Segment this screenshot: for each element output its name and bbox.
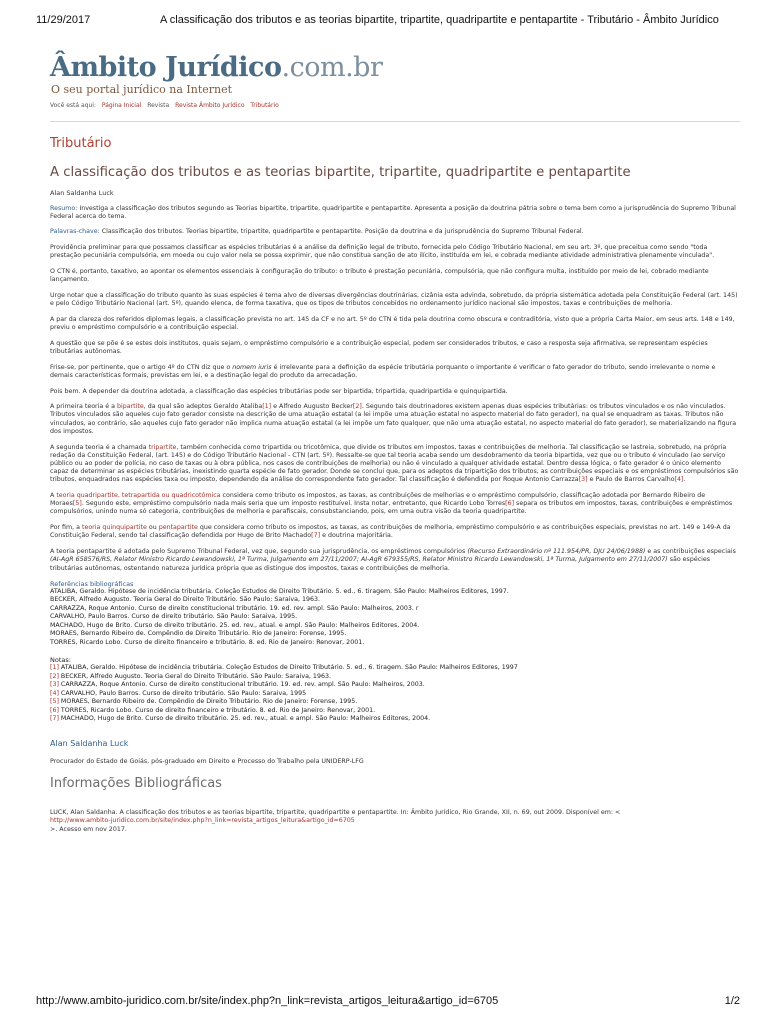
citation-text: LUCK, Alan Saldanha. A classificação dos tributos e as teorias bipartite, tripartite, quadripartite e pentapartite. In: Âmbito Jurídico, Rio Grande, XII, n. 69, out 2009. Disponível em: < xyxy=(50,808,621,816)
reference-item: ATALIBA, Geraldo. Hipótese de incidência tributária. Coleção Estudos de Direito Tributário. 5. ed., 6. tiragem. São Paulo: Malheiros Editores, 1997. xyxy=(50,587,509,595)
brand-name: Âmbito Jurídico xyxy=(50,52,282,83)
print-url: http://www.ambito-juridico.com.br/site/index.php?n_link=revista_artigos_leitura&artigo_id=6705 xyxy=(36,995,499,1007)
text: A primeira teoria é a xyxy=(50,403,117,411)
citation-access: >. Acesso em nov 2017. xyxy=(50,825,127,833)
author-box-name[interactable]: Alan Saldanha Luck xyxy=(50,738,129,748)
note-number[interactable]: [3] xyxy=(50,681,59,689)
note-number[interactable]: [5] xyxy=(50,698,59,706)
paragraph-stf xyxy=(50,548,740,573)
site-tagline: O seu portal jurídico na Internet xyxy=(51,83,233,96)
reference-item: BECKER, Alfredo Augusto. Teoria Geral do Direito Tributário. São Paulo: Saraiva, 1963. xyxy=(50,596,321,604)
note-text: MORAES, Bernardo Ribeiro de. Compêndio de Direito Tributário. Rio de Janeiro: Forense, 1995. xyxy=(58,698,358,706)
keywords xyxy=(50,228,740,236)
paragraph: Pois bem. A depender da doutrina adotada, a classificação das espécies tributárias pode ser bipartida, tripartida, quadripartida e quinquipartida. xyxy=(50,387,508,395)
text: é irrelevante para a definição da espécie tributária porquanto o importante é verificar o fato gerador do tributo, sendo irrelevante o nome e demais características formais, previstas em lei, e a destinação legal do produto da arrecadação. xyxy=(50,363,716,379)
text: . Segundo este, empréstimo compulsório nada mais seria que um imposto restituível. Insta notar, entretanto, que Ricardo Lobo Torres xyxy=(81,500,506,508)
footnote-link[interactable]: [6] xyxy=(505,500,515,508)
note-text: TORRES, Ricardo Lobo. Curso de direito financeiro e tributário. 8. ed. Rio de Janeiro: Renovar, 2001. xyxy=(58,706,376,714)
note-item xyxy=(50,681,740,690)
note-item xyxy=(50,698,740,707)
note-item xyxy=(50,690,740,699)
note-item xyxy=(50,715,740,724)
paragraph: A questão que se põe é se estes dois institutos, quais sejam, o empréstimo compulsório e a contribuição especial, podem ser considerados tributos, e caso a resposta seja afirmativa, se representam espécies tributárias autônomas. xyxy=(50,339,708,355)
paragraph xyxy=(50,364,740,380)
section-title: Tributário xyxy=(50,136,112,151)
text: A xyxy=(50,492,57,500)
citation-url[interactable]: http://www.ambito-juridico.com.br/site/index.php?n_link=revista_artigos_leitura&artigo_id=6705 xyxy=(50,817,355,825)
term-link[interactable]: bipartite xyxy=(116,403,144,411)
text: que considera como tributo os impostos, as taxas, as contribuições de melhoria, empréstimo compulsório e as contribuições especiais, previstas no art. 149 e 149-A da Constituição Federal, sendo tal classificação defendida por Hugo de Brito Machado xyxy=(50,524,731,540)
site-logo[interactable] xyxy=(50,52,740,100)
reference-item: MACHADO, Hugo de Brito. Curso de direito tributário. 25. ed. rev., atual. e ampl. São Paulo: Malheiros Editores, 2004. xyxy=(50,621,420,629)
paragraph-bipartite xyxy=(50,403,740,436)
note-item xyxy=(50,673,740,682)
paragraph: Providência preliminar para que possamos classificar as espécies tributárias é a análise da definição legal de tributo, fornecida pelo Código Tributário Nacional, em seu art. 3º, que preceitua como sendo "toda prestação pecuniária compulsória, em moeda ou cujo valor nela se possa exprimir, que não constitua sanção de ato ilícito, instituída em lei, e cobrada mediante atividade administrativa plenamente vinculada". xyxy=(50,244,715,260)
paragraph-pentapartite xyxy=(50,524,740,540)
footnote-link[interactable]: [3] xyxy=(578,476,588,484)
references-heading: Referências bibliográficas xyxy=(50,579,134,588)
breadcrumb-prefix: Você está aqui: xyxy=(50,102,96,109)
note-text: CARRAZZA, Roque Antonio. Curso de direito constitucional tributário. 19. ed. rev. ampl. São Paulo: Malheiros, 2003. xyxy=(58,681,425,689)
note-item xyxy=(50,664,740,673)
term-link[interactable]: teoria quadripartite, tetrapartida ou quadricotômica xyxy=(56,492,221,500)
note-text: BECKER, Alfredo Augusto. Teoria Geral do Direito Tributário. São Paulo: Saraiva, 1963. xyxy=(58,672,331,680)
text: são espécies tributárias autônomas, ostentando natureza jurídica própria que as distingue dos impostos, taxas e contribuições de melhoria. xyxy=(50,556,711,572)
paragraph-tripartite xyxy=(50,444,740,485)
reference-item: MORAES, Bernardo Ribeiro de. Compêndio de Direito Tributário. Rio de Janeiro: Forense, 1995. xyxy=(50,630,347,638)
note-text: MACHADO, Hugo de Brito. Curso de direito tributário. 25. ed. rev., atual. e ampl. São Paulo: Malheiros Editores, 2004. xyxy=(58,715,431,723)
notes-list xyxy=(50,664,740,724)
breadcrumb-tributario[interactable]: Tributário xyxy=(250,102,279,109)
bibliographic-info-heading: Informações Bibliográficas xyxy=(50,775,222,791)
text: Frise-se, por pertinente, que o artigo 4º do CTN diz que o xyxy=(50,363,233,371)
breadcrumb-revista-ambito[interactable]: Revista Âmbito Jurídico xyxy=(175,102,245,109)
abstract-label: Resumo: xyxy=(50,204,78,212)
text: separa os tributos em impostos, taxas, contribuições e empréstimos compulsórios, unindo numa só categoria, contribuições de melhoria e parafiscais, consubstanciando, pois, em uma outra visão da teoria quadripartite. xyxy=(50,500,733,516)
text: . xyxy=(683,476,686,484)
italic-text: nomem iuris xyxy=(232,363,272,371)
breadcrumb-home[interactable]: Página Inicial xyxy=(101,102,142,109)
print-date: 11/29/2017 xyxy=(36,14,91,26)
keywords-text: Classificação dos tributos. Teorias bipartite, tripartite, quadripartite e pentapartite. Posição da doutrina e da jurisprudência do Supremo Tribunal Federal. xyxy=(99,228,584,236)
term-link[interactable]: tripartite xyxy=(148,443,177,451)
paragraph: A par da clareza dos referidos diplomas legais, a classificação prevista no art. 145 da CF e no art. 5º do CTN é tida pela doutrina como obscura e contraditória, visto que a própria Carta Maior, em seus arts. 148 e 149, previu o empréstimo compulsório e a contribuição especial. xyxy=(50,315,735,332)
text: Por fim, a xyxy=(50,524,82,532)
note-text: ATALIBA, Geraldo. Hipótese de incidência tributária. Coleção Estudos de Direito Tributário. 5. ed., 6. tiragem. São Paulo: Malheiros Editores, 1997 xyxy=(58,664,518,672)
text: ou xyxy=(146,524,159,532)
text: e Paulo de Barros Carvalho xyxy=(587,476,675,484)
references-list xyxy=(50,588,740,648)
breadcrumb xyxy=(50,102,740,109)
page-number: 1/2 xyxy=(724,995,740,1007)
note-number[interactable]: [4] xyxy=(50,689,59,697)
text: A segunda teoria é a chamada xyxy=(50,443,149,451)
abstract-text: Investiga a classificação dos tributos segundo as Teorias bipartite, tripartite, quadripartite e pentapartite. Apresenta a posição da doutrina pátria sobre o tema bem como a jurisprudência do Supremo Tribunal Federal acerca do tema. xyxy=(50,204,736,220)
reference-item: TORRES, Ricardo Lobo. Curso de direito financeiro e tributário. 8. ed. Rio de Janeiro: Renovar, 2001. xyxy=(50,638,365,646)
article-author: Alan Saldanha Luck xyxy=(50,189,114,197)
notes-heading: Notas: xyxy=(50,656,71,665)
footnote-link[interactable]: [4] xyxy=(674,476,684,484)
italic-text: (Recurso Extraordinário nº 111.954/PR, DJU 24/06/1988) xyxy=(467,548,646,556)
breadcrumb-revista[interactable]: Revista xyxy=(147,102,170,109)
footnote-link[interactable]: [7] xyxy=(311,532,321,540)
note-item xyxy=(50,707,740,716)
paragraph-quadripartite xyxy=(50,492,740,517)
note-number[interactable]: [7] xyxy=(50,715,59,723)
text: , da qual são adeptos Geraldo Ataliba xyxy=(143,403,263,411)
print-page-title: A classificação dos tributos e as teorias bipartite, tripartite, quadripartite e pentapartite - Tributário - Âmbito Jurídico xyxy=(160,14,719,26)
brand-domain: .com.br xyxy=(281,52,383,83)
site-brand xyxy=(50,52,382,83)
paragraph: O CTN é, portanto, taxativo, ao apontar os elementos essenciais à configuração do tributo: o tributo é prestação pecuniária, compulsória, que não configura multa, instituído por meio de lei, cobrado mediante lançamento. xyxy=(50,268,709,284)
text: . Segundo tais doutrinadores existem apenas duas espécies tributárias: os tributos vinculados e os não vinculados. Tributos vinculados são aqueles cujo fato gerador consiste na descrição de uma atuação estatal (a lei impõe uma atuação estatal no aspecto material do fato gerador), na qual se enquadram as taxas. Tributos não vinculados, ao contrário, são aqueles cujo fato gerador não implica numa atuação estatal (a lei impõe um fato qualquer, que não uma atuação estatal, no aspecto material do fato gerador), se materializando na figura dos impostos. xyxy=(50,403,737,435)
note-number[interactable]: [2] xyxy=(50,672,59,680)
paragraph: Urge notar que a classificação do tributo quanto às suas espécies é tema alvo de diversas divergências doutrinárias, cizânia esta advinda, sobretudo, da própria sistemática adotada pela Constituição Federal (art. 145) e pelo Código Tributário Nacional (art. 5º), quando elenca, de forma taxativa, que os tipos de tributos concebidos no ordenamento jurídico nacional são impostos, taxas e contribuições de melhoria. xyxy=(50,291,738,308)
term-link[interactable]: teoria quinquipartite xyxy=(81,524,147,532)
author-bio: Procurador do Estado de Goiás, pós-graduado em Direito e Processo do Trabalho pela UNIDERP-LFG xyxy=(50,757,364,765)
text: e doutrina majoritária. xyxy=(320,532,393,540)
note-text: CARVALHO, Paulo Barros. Curso de direito tributário. São Paulo: Saraiva, 1995 xyxy=(58,689,307,697)
abstract xyxy=(50,205,740,221)
term-link[interactable]: pentapartite xyxy=(158,524,198,532)
article-page xyxy=(50,52,740,834)
note-number[interactable]: [1] xyxy=(50,664,59,672)
footnote-link[interactable]: [2] xyxy=(352,403,362,411)
divider xyxy=(50,121,740,122)
text: A teoria pentapartite é adotada pelo Supremo Tribunal Federal, vez que, segundo sua jurisprudência, os empréstimos compulsórios xyxy=(50,548,468,556)
reference-item: CARVALHO, Paulo Barros. Curso de direito tributário. São Paulo: Saraiva, 1995. xyxy=(50,613,298,621)
note-number[interactable]: [6] xyxy=(50,706,59,714)
italic-text: (AI-AgR 658576/RS, Relator Ministro Ricardo Lewandowski, 1ª Turma, Julgamento em 27/11/2007; AI-AgR 679355/RS, Relator Ministro Ricardo Lewandowski, 1ª Turma, Julgamento em 27/11/2007) xyxy=(50,556,668,564)
reference-item: CARRAZZA, Roque Antonio. Curso de direito constitucional tributário. 19. ed. rev. ampl. São Paulo: Malheiros, 2003. r xyxy=(50,604,419,612)
article-title: A classificação dos tributos e as teorias bipartite, tripartite, quadripartite e pentapartite xyxy=(50,165,631,180)
text: considera como tributo os impostos, as taxas, as contribuições de melhorias e o empréstimo compulsório, classificação adotada por Bernardo Ribeiro de Moraes xyxy=(50,492,706,508)
footnote-link[interactable]: [1] xyxy=(262,403,272,411)
citation xyxy=(50,809,740,835)
keywords-label: Palavras-chave: xyxy=(50,228,100,236)
text: e Alfredo Augusto Becker xyxy=(271,403,353,411)
footnote-link[interactable]: [5] xyxy=(72,500,82,508)
text: e as contribuições especiais xyxy=(645,548,736,556)
text: , também conhecida como tripartida ou tricotômica, que divide os tributos em impostos, taxas e contribuições de melhoria. Tal classificação se lastreia, sobretudo, na própria redação da Constituição Federal, (art. 145) e do Código Tributário Nacional - CTN (art. 5º). Ressalte-se que tal teoria acaba sendo um desdobramento da teoria bipartida, vez que ou o tributo é vinculado (ao serviço público ou ao poder de polícia, no caso de taxas ou à obra pública, nos casos de contribuições de melhoria) ou não é vinculado a qualquer atividade estatal. Dentro dessa lógica, o fato gerador é o único elemento capaz de determinar as espécies tributárias, inexistindo quarta espécie de fato gerador. Donde se conclui que, para os adeptos da tripartição dos tributos, as contribuições especiais e os empréstimos compulsórios são tributos, enquadrados nas espécies taxa ou imposto, dependendo da análise do correspondente fato gerador. Tal classificação é defendida por Roque Antonio Carrazza xyxy=(50,443,739,484)
